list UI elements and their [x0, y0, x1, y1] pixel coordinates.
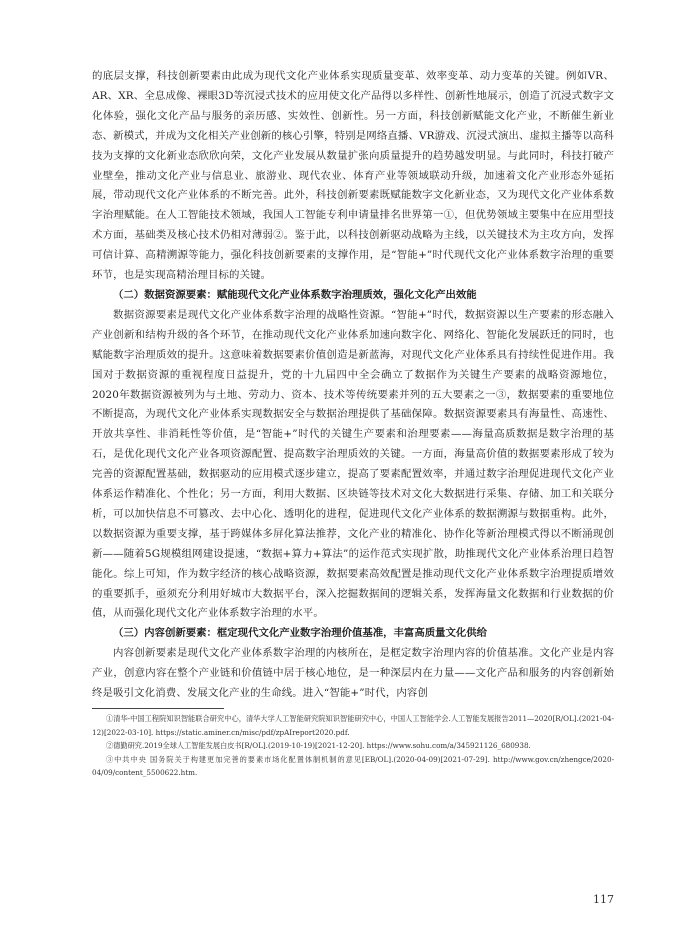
page-number: 117	[593, 893, 614, 906]
section-heading-3: （三）内容创新要素：框定现代文化产业数字治理价值基准，丰富高质量文化供给	[113, 627, 488, 640]
footnote-divider	[92, 708, 224, 709]
footnote-3: ③中共中央 国务院关于构建更加完善的要素市场化配置体制机制的意见[EB/OL].(2020-04-09)[2021-07-29]. http://www.gov.cn/zhengce/2020-04/09/content_5500622.htm.	[92, 754, 614, 778]
body-paragraph-1: 的底层支撑，科技创新要素由此成为现代文化产业体系实现质量变革、效率变革、动力变革的关键。例如VR、AR、XR、全息成像、裸眼3D等沉浸式技术的应用使文化产品得以多样性、创新性地展示，创造了沉浸式数字文化体验，强化文化产品与服务的亲历感、实效性、创新性。另一方面，科技创新赋能文化产业，不断催生新业态、新模式，并成为文化相关产业创新的核心引擎，特别是网络直播、VR游戏、沉浸式演出、虚拟主播等以高科技为支撑的文化新业态欣欣向荣，文化产业发展从数量扩张向质量提升的趋势越发明显。与此同时，科技打破产业壁垒，推动文化产业与信息业、旅游业、现代农业、体育产业等领域联动升级，加速着文化产业形态外延拓展，带动现代文化产业体系的不断完善。此外，科技创新要素既赋能数字文化新业态，又为现代文化产业体系数字治理赋能。在人工智能技术领域，我国人工智能专利申请量排名世界第一①，但优势领域主要集中在应用型技术方面，基础类及核心技术仍相对薄弱②。鉴于此，以科技创新驱动战略为主线，以关键技术为主攻方向，发挥可信计算、高精溯源等能力，强化科技创新要素的支撑作用，是“智能+”时代现代文化产业体系数字治理的重要环节，也是实现高精治理目标的关键。	[92, 70, 614, 282]
section-heading-2: （二）数据资源要素：赋能现代文化产业体系数字治理质效，强化文化产出效能	[113, 288, 477, 301]
body-paragraph-3: 内容创新要素是现代文化产业体系数字治理的内核所在，是框定数字治理内容的价值基准。文化产业是内容产业，创意内容在整个产业链和价值链中居于核心地位，是一种深层内在力量——文化产品和服务的内容创新始终是吸引文化消费、发展文化产业的生命线。进入“智能+”时代，内容创	[92, 647, 614, 700]
footnote-1: ①清华-中国工程院知识智能联合研究中心，清华大学人工智能研究院知识智能研究中心，中国人工智能学会.人工智能发展报告2011—2020[R/OL].(2021-04-12)[2022-03-10]. https://static.aminer.cn/misc/pdf/zpAIreport2020.pdf.	[92, 714, 614, 737]
article-page	[92, 67, 614, 780]
footnote-2: ②德勤研究.2019全球人工智能发展白皮书[R/OL].(2019-10-19)[2021-12-20]. https://www.sohu.com/a/345921126_680938.	[106, 741, 531, 751]
body-paragraph-2: 数据资源要素是现代文化产业体系数字治理的战略性资源。“智能+”时代，数据资源以生产要素的形态融入产业创新和结构升级的各个环节，在推动现代文化产业体系加速向数字化、网络化、智能化发展跃迁的同时，也赋能数字治理质效的提升。这意味着数据要素价值创造是新蓝海，对现代文化产业体系具有持续性促进作用。我国对于数据资源的重视程度日益提升，党的十九届四中全会确立了数据作为关键生产要素的战略资源地位，2020年数据资源被列为与土地、劳动力、资本、技术等传统要素并列的五大要素之一③，数据要素的重要地位不断提高，为现代文化产业体系实现数据安全与数据治理提供了基础保障。数据资源要素具有海量性、高速性、开放共享性、非消耗性等价值，是“智能+”时代的关键生产要素和治理要素——海量高质数据是数字治理的基石，是优化现代文化产业各项资源配置、提高数字治理质效的关键。一方面，海量高价值的数据要素形成了较为完善的资源配置基础，数据驱动的应用模式逐步建立，提高了要素配置效率，并通过数字治理促进现代文化产业体系运作精准化、个性化；另一方面，利用大数据、区块链等技术对文化大数据进行采集、存储、加工和关联分析，可以加快信息不可篡改、去中心化、透明化的进程，促进现代文化产业体系的数据溯源与数据重构。此外，以数据资源为重要支撑，基于跨媒体多屏化算法推荐，文化产业的精准化、协作化等新治理模式得以不断涌现创新——随着5G规模组网建设提速，“数据+算力+算法”的运作范式实现扩散，助推现代文化产业体系治理日趋智能化。综上可知，作为数字经济的核心战略资源，数据要素高效配置是推动现代文化产业体系数字治理提质增效的重要抓手，亟须充分利用好城市大数据平台，深入挖掘数据间的逻辑关系，发挥海量文化数据和行业数据的价值，从而强化现代文化产业体系数字治理的水平。	[92, 308, 614, 620]
